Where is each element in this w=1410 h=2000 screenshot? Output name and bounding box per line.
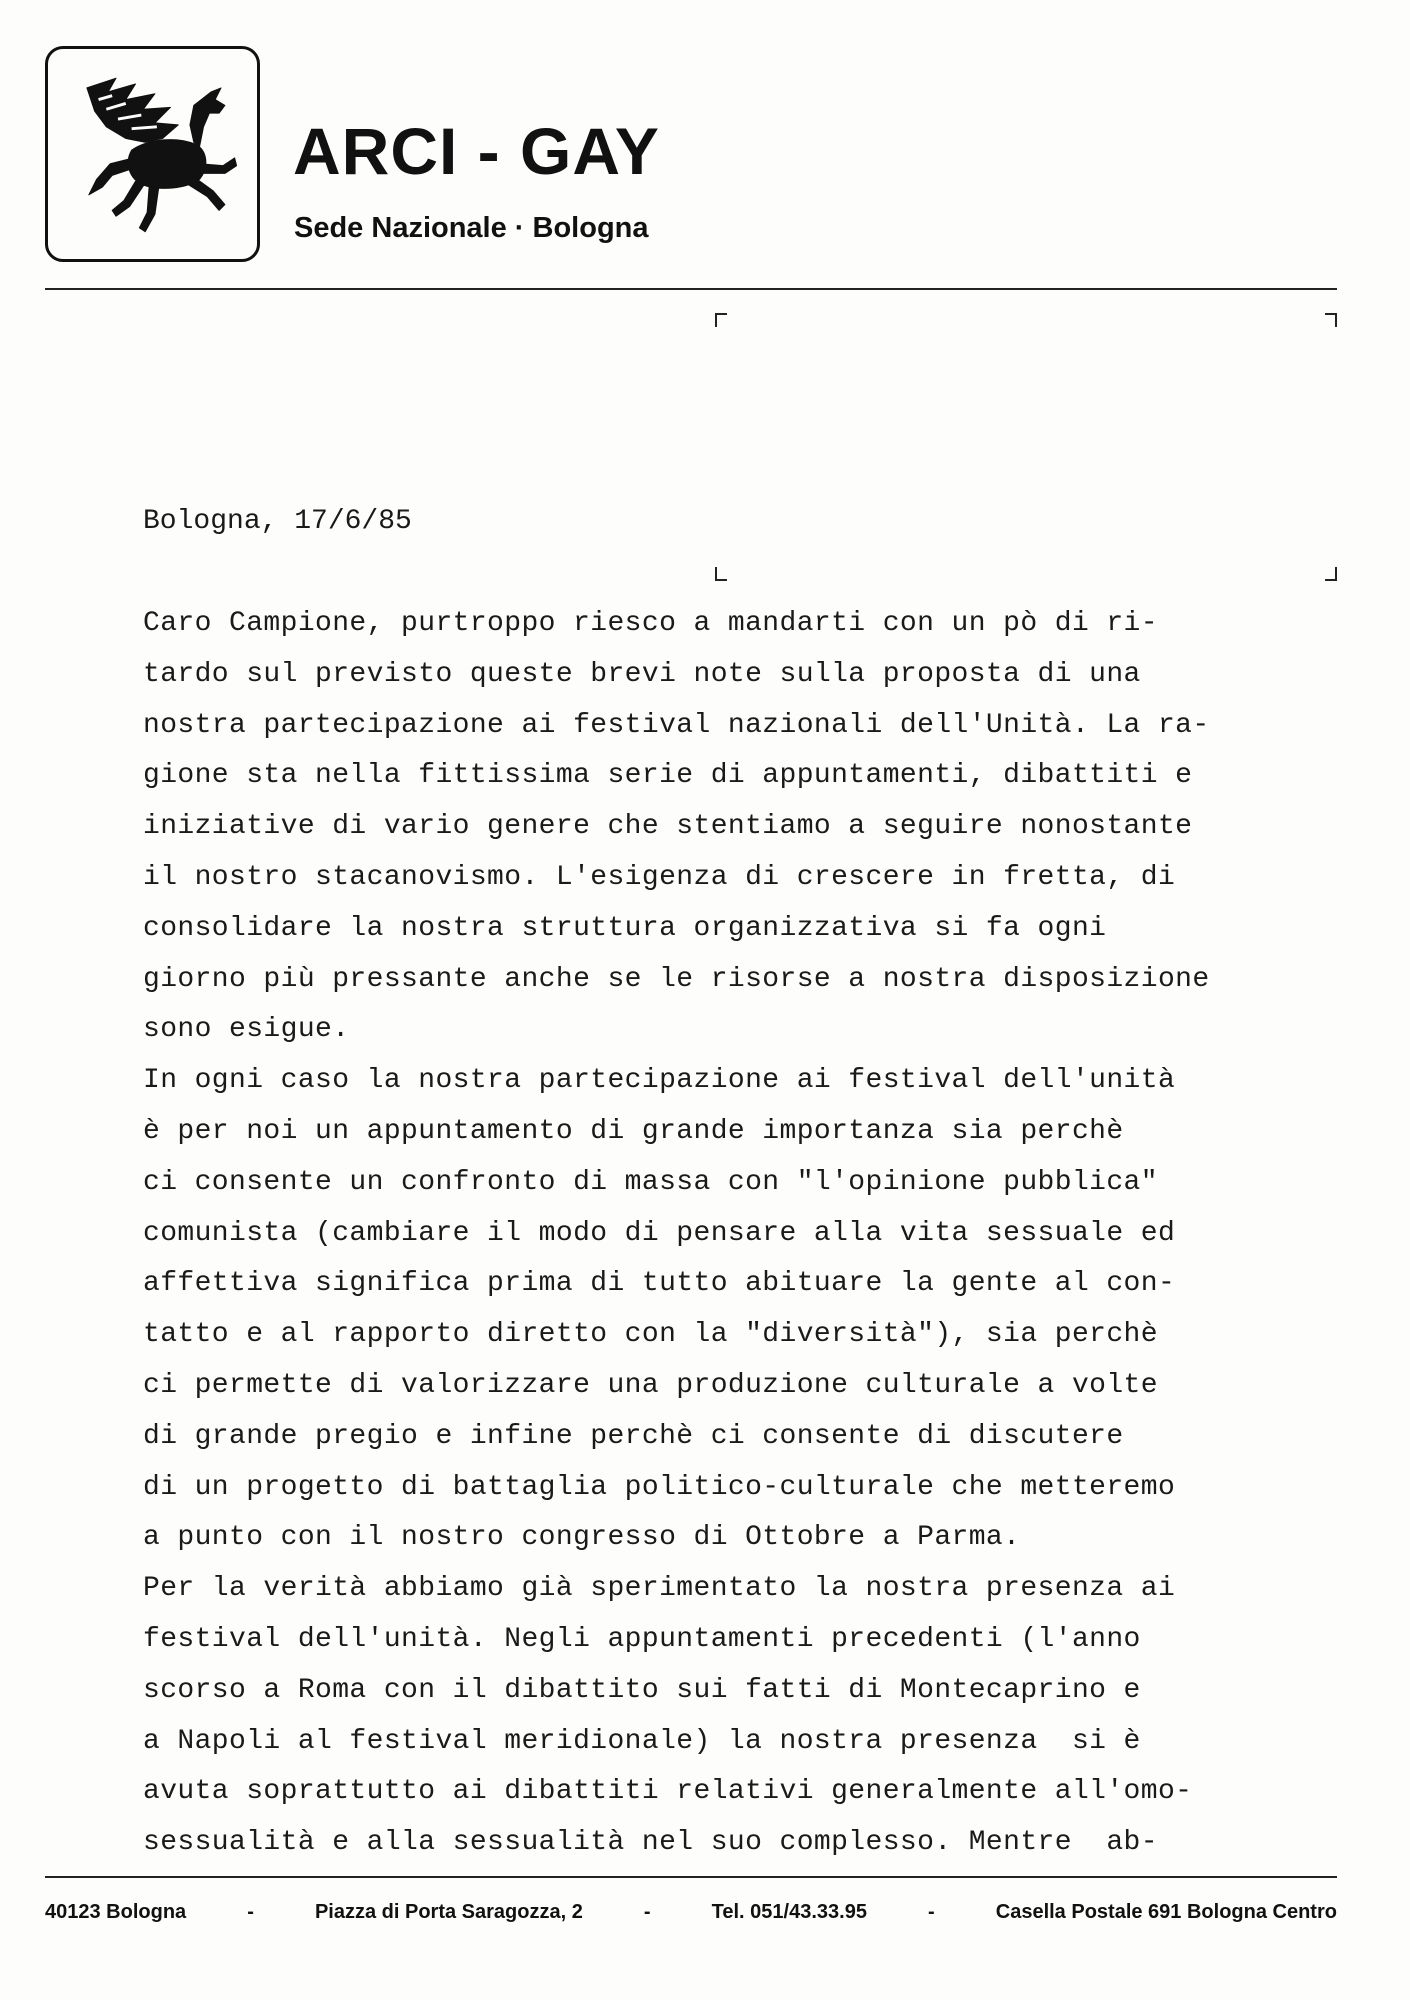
logo — [45, 46, 260, 262]
letter-date: Bologna, 17/6/85 — [143, 506, 412, 537]
footer-separator: - — [643, 1901, 651, 1923]
address-window-corner-bottom-right — [1325, 567, 1337, 581]
address-window-corner-top-right — [1325, 313, 1337, 327]
letter-line: In ogni caso la nostra partecipazione ai festival dell'unità — [143, 1065, 1176, 1097]
letter-line: scorso a Roma con il dibattito sui fatti di Montecaprino e — [143, 1674, 1141, 1706]
organization-subtitle: Sede Nazionale · Bologna — [294, 212, 649, 244]
letter-line: ci consente un confronto di massa con "l'opinione pubblica" — [143, 1166, 1158, 1198]
letter-line: è per noi un appuntamento di grande importanza sia perchè — [143, 1115, 1124, 1147]
letter-line: a punto con il nostro congresso di Ottobre a Parma. — [143, 1522, 1021, 1554]
letter-line: sessualità e alla sessualità nel suo complesso. Mentre ab- — [143, 1827, 1158, 1859]
letterhead-footer — [45, 1902, 1337, 1922]
letter-line: avuta soprattutto ai dibattiti relativi generalmente all'omo- — [143, 1776, 1193, 1808]
letter-line: affettiva significa prima di tutto abituare la gente al con- — [143, 1268, 1176, 1300]
letter-line: festival dell'unità. Negli appuntamenti precedenti (l'anno — [143, 1623, 1141, 1655]
letter-line: il nostro stacanovismo. L'esigenza di crescere in fretta, di — [143, 861, 1176, 893]
letter-line: iniziative di vario genere che stentiamo a seguire nonostante — [143, 811, 1193, 843]
footer-po-box: Casella Postale 691 Bologna Centro — [995, 1901, 1337, 1923]
letter-line: tardo sul previsto queste brevi note sulla proposta di una — [143, 658, 1141, 690]
address-window-corner-bottom-left — [715, 567, 727, 581]
footer-address: Piazza di Porta Saragozza, 2 — [314, 1901, 583, 1923]
letter-line: gione sta nella fittissima serie di appuntamenti, dibattiti e — [143, 760, 1193, 792]
letter-line: nostra partecipazione ai festival nazionali dell'Unità. La ra- — [143, 709, 1210, 741]
letter-line: a Napoli al festival meridionale) la nostra presenza si è — [143, 1725, 1141, 1757]
winged-horse-icon — [48, 49, 257, 259]
footer-separator: - — [247, 1901, 254, 1923]
letter-line: giorno più pressante anche se le risorse a nostra disposizione — [143, 963, 1210, 995]
letter-line: ci permette di valorizzare una produzione culturale a volte — [143, 1369, 1158, 1401]
header-divider — [45, 288, 1337, 290]
letter-line: di un progetto di battaglia politico-culturale che metteremo — [143, 1471, 1176, 1503]
footer-separator: - — [928, 1901, 935, 1923]
letter-line: sono esigue. — [143, 1014, 350, 1046]
letter-line: di grande pregio e infine perchè ci consente di discutere — [143, 1420, 1124, 1452]
footer-divider — [45, 1876, 1337, 1878]
letter-line: Caro Campione, purtroppo riesco a mandarti con un pò di ri- — [143, 608, 1158, 639]
letter-line: consolidare la nostra struttura organizzativa si fa ogni — [143, 912, 1107, 944]
letter-line: comunista (cambiare il modo di pensare alla vita sessuale ed — [143, 1217, 1176, 1249]
footer-postcode-city: 40123 Bologna — [45, 1901, 187, 1923]
letter-line: tatto e al rapporto diretto con la "diversità"), sia perchè — [143, 1319, 1158, 1351]
letter-body — [143, 610, 1243, 1880]
letter-line: Per la verità abbiamo già sperimentato la nostra presenza ai — [143, 1573, 1176, 1605]
address-window-corner-top-left — [715, 313, 727, 327]
footer-phone: Tel. 051/43.33.95 — [711, 1901, 867, 1923]
organization-name: ARCI - GAY — [293, 114, 660, 188]
